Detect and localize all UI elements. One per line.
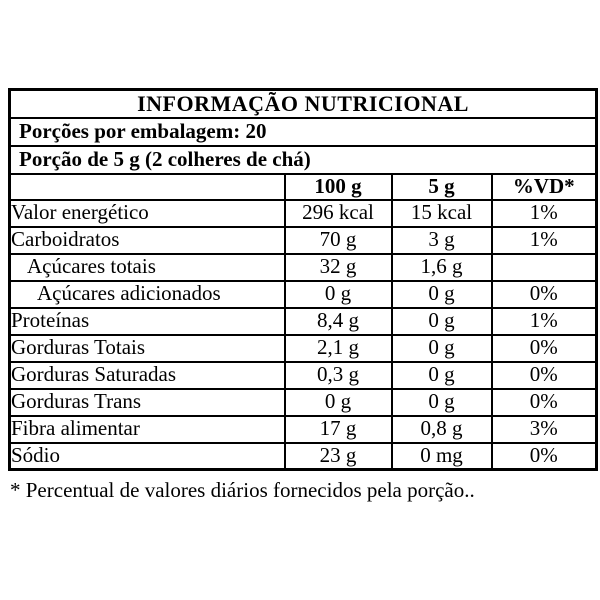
- value-5g: 0 g: [392, 281, 492, 308]
- value-100g: 0 g: [285, 389, 392, 416]
- col-header-100g: 100 g: [285, 174, 392, 200]
- table-row-fibra-alimentar: [10, 416, 597, 443]
- column-header-row: [10, 174, 597, 200]
- value-100g: 296 kcal: [285, 200, 392, 227]
- nutrient-name: Açúcares adicionados: [10, 281, 285, 308]
- col-header-5g: 5 g: [392, 174, 492, 200]
- value-5g: 15 kcal: [392, 200, 492, 227]
- table-title: INFORMAÇÃO NUTRICIONAL: [10, 90, 597, 118]
- value-100g: 32 g: [285, 254, 392, 281]
- portion-size: Porção de 5 g (2 colheres de chá): [10, 146, 597, 174]
- table-row-sodio: [10, 443, 597, 470]
- nutrient-name: Proteínas: [10, 308, 285, 335]
- value-dv: 1%: [492, 308, 597, 335]
- value-dv: [492, 254, 597, 281]
- table-row-valor-energetico: [10, 200, 597, 227]
- table-title-row: [10, 90, 597, 118]
- nutrient-name: Sódio: [10, 443, 285, 470]
- nutrition-label: [8, 88, 595, 503]
- nutrient-name: Gorduras Trans: [10, 389, 285, 416]
- value-5g: 0 g: [392, 389, 492, 416]
- value-100g: 0 g: [285, 281, 392, 308]
- value-5g: 1,6 g: [392, 254, 492, 281]
- table-row-proteinas: [10, 308, 597, 335]
- value-dv: 0%: [492, 389, 597, 416]
- value-5g: 0 g: [392, 308, 492, 335]
- table-row-gorduras-trans: [10, 389, 597, 416]
- value-5g: 0 mg: [392, 443, 492, 470]
- value-5g: 0 g: [392, 335, 492, 362]
- nutrient-name: Fibra alimentar: [10, 416, 285, 443]
- table-row-gorduras-saturadas: [10, 362, 597, 389]
- value-100g: 0,3 g: [285, 362, 392, 389]
- value-dv: 0%: [492, 335, 597, 362]
- servings-per-package: Porções por embalagem: 20: [10, 118, 597, 146]
- nutrition-table: [8, 88, 598, 471]
- value-dv: 3%: [492, 416, 597, 443]
- table-row-carboidratos: [10, 227, 597, 254]
- value-100g: 70 g: [285, 227, 392, 254]
- portion-size-row: [10, 146, 597, 174]
- servings-per-package-row: [10, 118, 597, 146]
- value-5g: 3 g: [392, 227, 492, 254]
- value-5g: 0 g: [392, 362, 492, 389]
- value-100g: 23 g: [285, 443, 392, 470]
- value-dv: 0%: [492, 281, 597, 308]
- nutrient-name: Carboidratos: [10, 227, 285, 254]
- value-100g: 17 g: [285, 416, 392, 443]
- daily-value-footnote: * Percentual de valores diários fornecidos pela porção..: [10, 478, 475, 502]
- col-header-dv: %VD*: [492, 174, 597, 200]
- value-dv: 0%: [492, 443, 597, 470]
- value-5g: 0,8 g: [392, 416, 492, 443]
- value-100g: 2,1 g: [285, 335, 392, 362]
- value-dv: 1%: [492, 227, 597, 254]
- value-dv: 1%: [492, 200, 597, 227]
- nutrient-name: Gorduras Saturadas: [10, 362, 285, 389]
- value-100g: 8,4 g: [285, 308, 392, 335]
- nutrient-name: Valor energético: [10, 200, 285, 227]
- col-header-nutrient: [10, 174, 285, 200]
- table-row-gorduras-totais: [10, 335, 597, 362]
- nutrient-name: Gorduras Totais: [10, 335, 285, 362]
- nutrient-name: Açúcares totais: [10, 254, 285, 281]
- table-row-acucares-adicionados: [10, 281, 597, 308]
- value-dv: 0%: [492, 362, 597, 389]
- table-row-acucares-totais: [10, 254, 597, 281]
